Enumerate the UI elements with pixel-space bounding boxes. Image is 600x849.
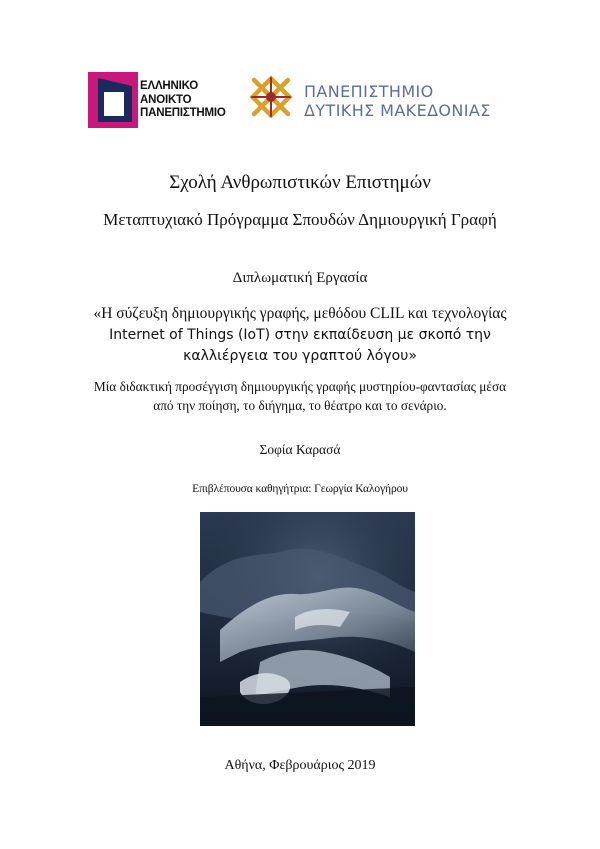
mountain-landscape-icon — [200, 512, 415, 726]
thesis-title-line-2: Internet of Things (IoT) στην εκπαίδευση με σκοπό την — [109, 326, 491, 343]
uowm-logo-line-2: ΔΥΤΙΚΗΣ ΜΑΚΕΔΟΝΙΑΣ — [304, 101, 491, 120]
thesis-subtitle — [60, 377, 540, 415]
eap-logo-text — [140, 80, 226, 121]
uowm-emblem-icon — [248, 74, 294, 120]
eap-logo-line-1: ΕΛΛΗΝΙΚΟ — [140, 80, 198, 92]
uowm-logo-line-1: ΠΑΝΕΠΙΣΤΗΜΙΟ — [304, 82, 434, 101]
uowm-logo-text — [304, 82, 491, 120]
eap-emblem-icon — [88, 72, 138, 128]
logos-row — [0, 70, 600, 130]
thesis-subtitle-line-1: Μία διδακτική προσέγγιση δημιουργικής γραφής μυστηρίου-φαντασίας μέσα — [93, 379, 507, 394]
place-date: Αθήνα, Φεβρουάριος 2019 — [224, 758, 376, 773]
school-name: Σχολή Ανθρωπιστικών Επιστημών — [169, 172, 431, 193]
thesis-title-line-1: «Η σύζευξη δημιουργικής γραφής, μεθόδου CLIL και τεχνολογίας — [93, 305, 507, 322]
thesis-subtitle-line-2: από την ποίηση, το διήγημα, το θέατρο και το σενάριο. — [153, 398, 447, 413]
eap-logo — [88, 72, 238, 128]
supervisor-line: Επιβλέπουσα καθηγήτρια: Γεωργία Καλογήρου — [192, 483, 408, 495]
cover-image — [200, 512, 415, 726]
document-type: Διπλωματική Εργασία — [232, 270, 368, 286]
uowm-logo — [248, 74, 538, 126]
thesis-title-line-3: καλλιέργεια του γραπτού λόγου» — [183, 348, 417, 364]
eap-logo-line-2: ΑΝΟΙΚΤΟ — [140, 93, 192, 106]
eap-logo-line-3: ΠΑΝΕΠΙΣΤΗΜΙΟ — [140, 107, 226, 119]
program-name: Μεταπτυχιακό Πρόγραμμα Σπουδών Δημιουργική Γραφή — [103, 210, 497, 229]
author-name: Σοφία Καρασά — [259, 442, 341, 457]
thesis-title — [60, 303, 540, 368]
